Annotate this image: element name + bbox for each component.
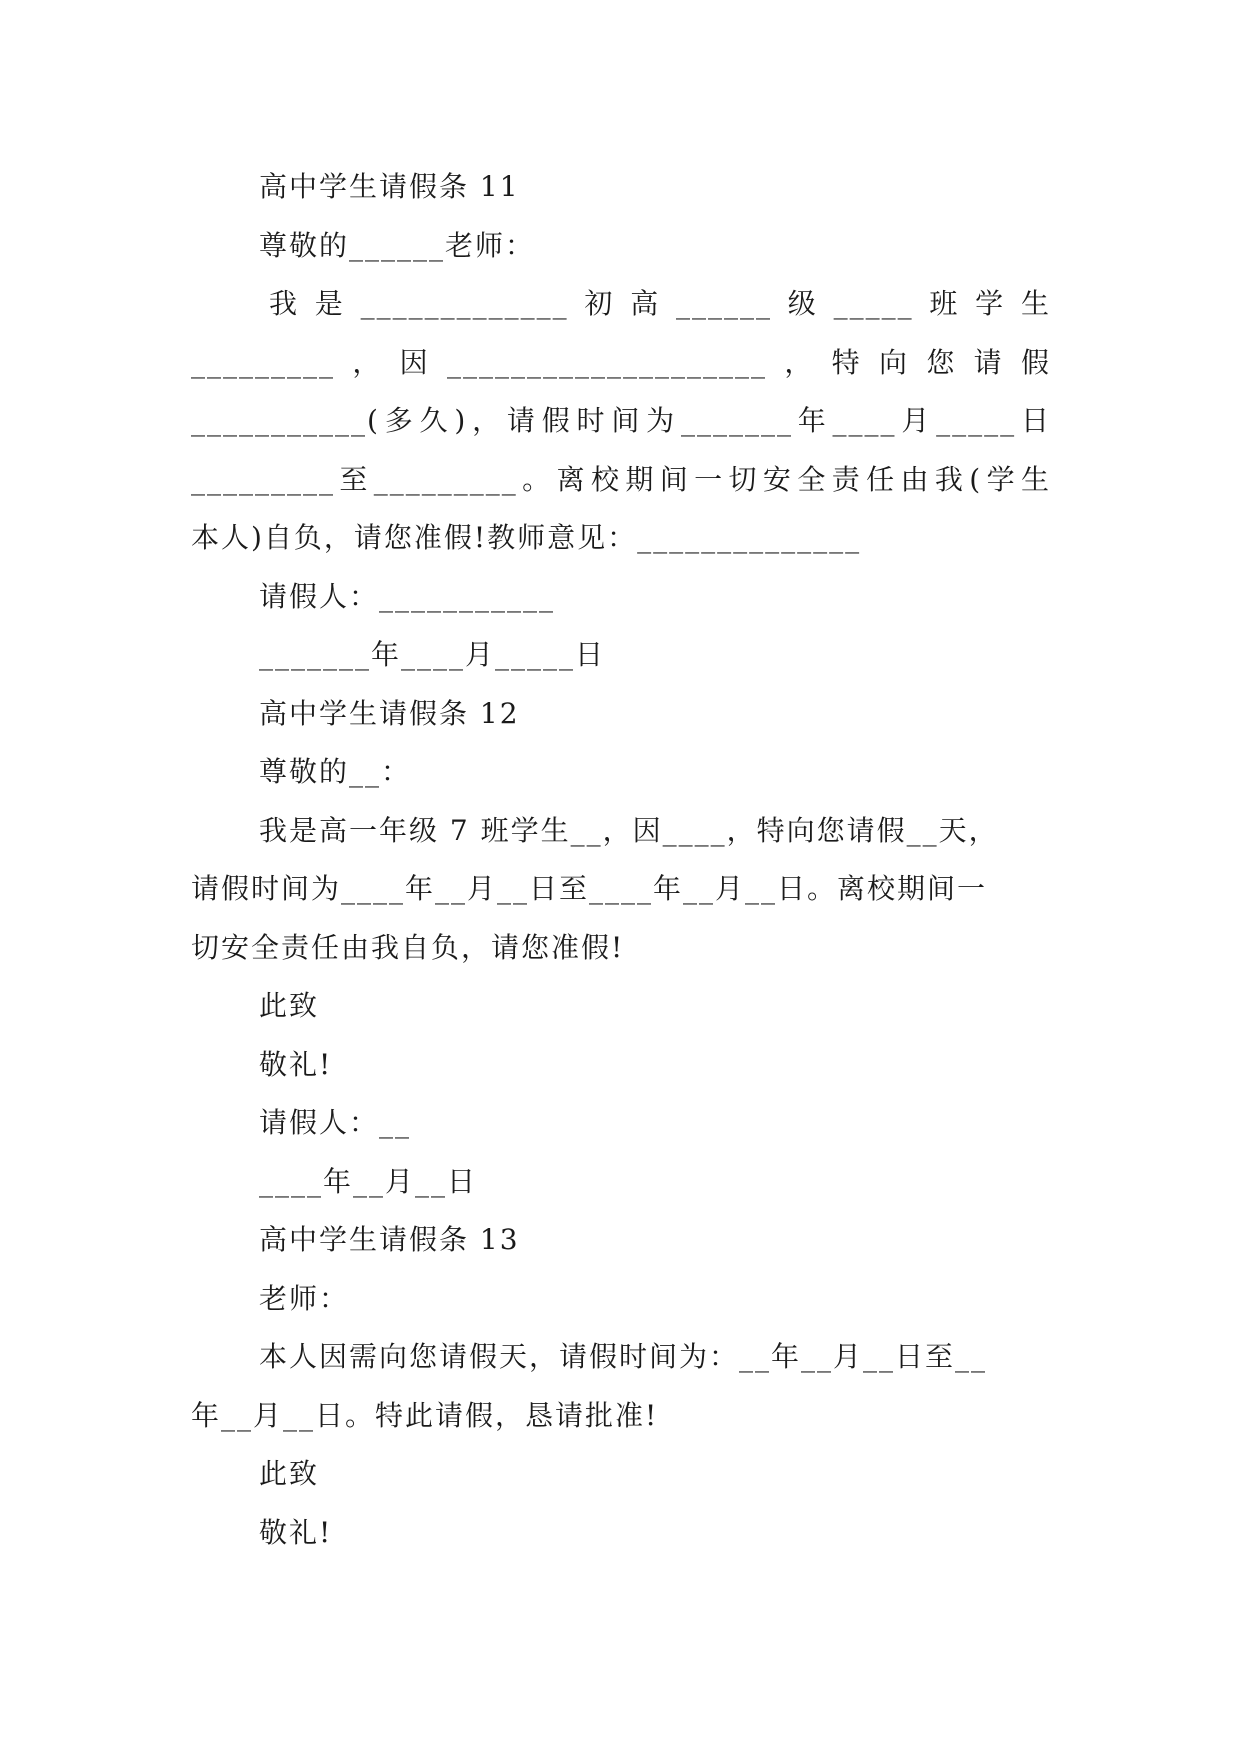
body-line: 请假时间为____年__月__日至____年__月__日。离校期间一: [191, 872, 988, 905]
body-line: 本人因需向您请假天，请假时间为：__年__月__日至__: [259, 1340, 988, 1373]
body-line: 本人)自负，请您准假!教师意见：______________: [191, 521, 862, 554]
letter-title: 高中学生请假条 12: [259, 696, 520, 730]
closing-line: 敬礼!: [259, 1047, 333, 1081]
letter-title: 高中学生请假条 11: [259, 170, 520, 203]
closing-line: 此致: [259, 989, 320, 1022]
salutation: 尊敬的__：: [259, 755, 412, 788]
body-line: 我是高一年级 7 班学生__，因____，特向您请假__天，: [259, 813, 999, 847]
letter-title: 高中学生请假条 13: [259, 1223, 520, 1256]
body-line: ___________(多久)，请假时间为_______年____月_____日: [191, 404, 1051, 437]
signature-line: 请假人：___________: [259, 579, 556, 613]
body-line: 切安全责任由我自负，请您准假!: [191, 930, 625, 964]
body-line: 年__月__日。特此请假，恳请批准!: [191, 1398, 659, 1432]
body-line: _________，因____________________，特向您请假: [191, 345, 1051, 379]
salutation: 尊敬的______老师：: [259, 228, 536, 262]
salutation: 老师：: [259, 1281, 350, 1315]
closing-line: 此致: [259, 1457, 320, 1490]
document-page: [191, 158, 1051, 1562]
date-line: _______年____月_____日: [259, 638, 606, 671]
body-line: _________至_________。离校期间一切安全责任由我(学生: [191, 462, 1051, 496]
body-line: 我是_____________初高______级_____班学生: [269, 287, 1051, 320]
signature-line: 请假人：__: [259, 1106, 412, 1139]
date-line: ____年__月__日: [259, 1164, 478, 1198]
closing-line: 敬礼!: [259, 1515, 333, 1549]
